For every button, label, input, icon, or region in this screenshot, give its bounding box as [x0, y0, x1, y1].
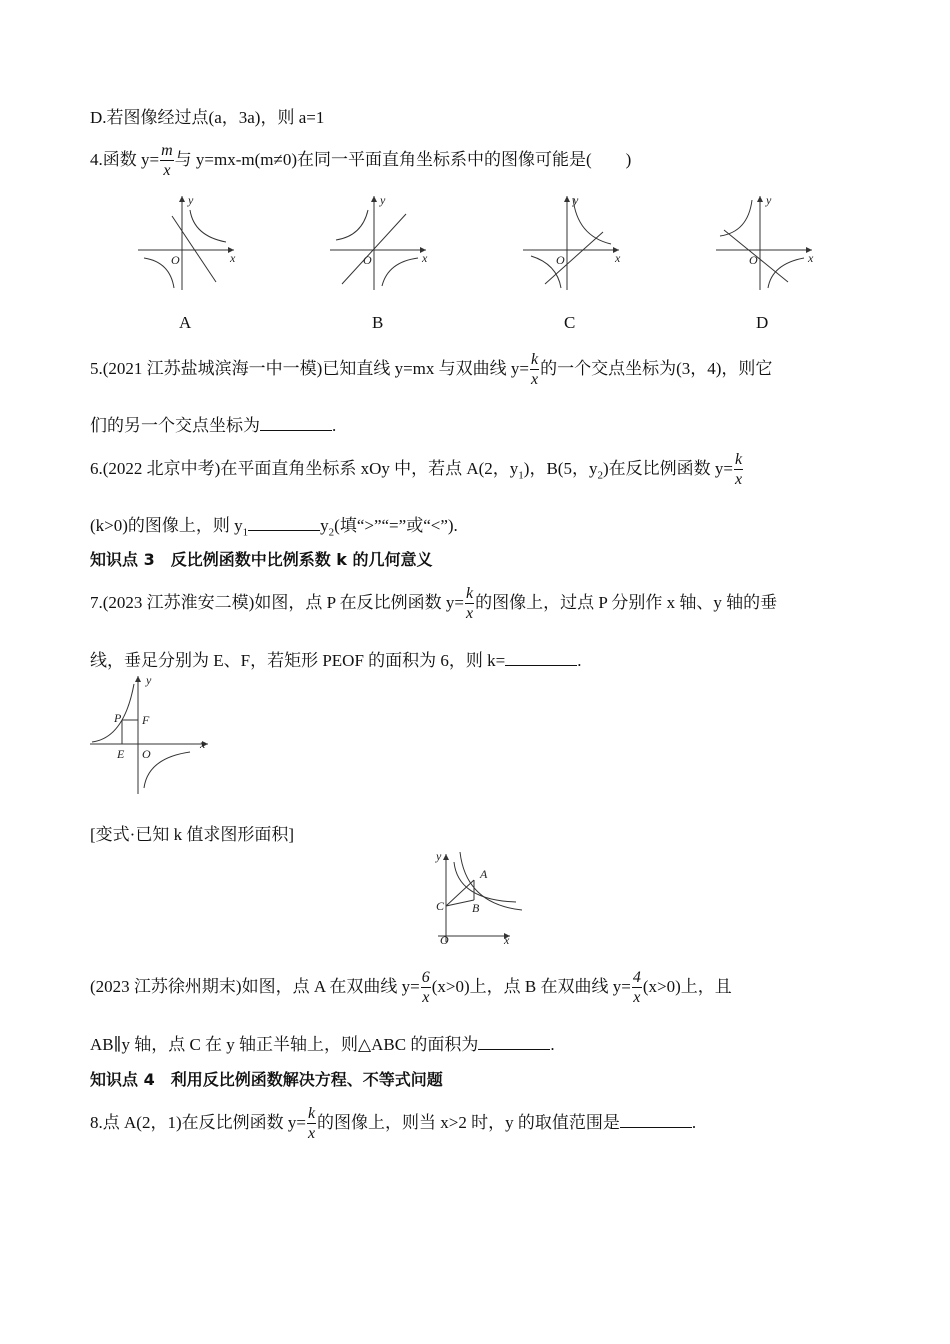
answer-blank[interactable] — [248, 516, 320, 531]
variant-title: [变式·已知 k 值求图形面积] — [90, 825, 294, 844]
q8-stem: 8.点 A(2，1)在反比例函数 y= $\frac{k}{x}$ 的图像上，则当 x>2 时，y 的取值范围是 . — [90, 1105, 697, 1142]
q4-graph-d — [708, 192, 818, 292]
answer-blank[interactable] — [620, 1113, 692, 1128]
svg-text:y: y — [436, 849, 442, 863]
svg-text:O: O — [749, 253, 758, 267]
q7-line2: 线，垂足分别为 E、F，若矩形 PEOF 的面积为 6，则 k= . — [90, 651, 582, 670]
q3-option-d: D.若图像经过点(a，3a)，则 a=1 — [90, 108, 325, 127]
q6-line2: (k>0)的图像上，则 $y_1$ $y_2$(填“>”“=”或“<”). — [90, 516, 458, 539]
answer-blank[interactable] — [260, 416, 332, 431]
q7-stem: 7.(2023 江苏淮安二模)如图，点 P 在反比例函数 y= $\frac{k}{x}$ 的图像上，过点 P 分别作 x 轴、y 轴的垂 — [90, 585, 778, 622]
option-b-label: B — [372, 313, 384, 332]
fraction: $\frac{k}{x}$ — [530, 351, 539, 388]
option-c-label: C — [564, 313, 576, 332]
svg-text:x: x — [615, 251, 621, 265]
q7-figure — [86, 672, 216, 797]
svg-text:y: y — [766, 193, 772, 207]
svg-text:E: E — [117, 747, 125, 761]
svg-text:O: O — [363, 253, 372, 267]
q4-graph-b — [322, 192, 432, 292]
variant-figure — [432, 848, 532, 946]
fraction: $\frac{6}{x}$ — [421, 969, 430, 1006]
fraction: $\frac{4}{x}$ — [632, 969, 641, 1006]
svg-text:O: O — [142, 747, 151, 761]
svg-text:O: O — [556, 253, 565, 267]
svg-text:F: F — [142, 713, 150, 727]
svg-text:C: C — [436, 899, 445, 913]
svg-text:y: y — [380, 193, 386, 207]
svg-text:y: y — [573, 193, 579, 207]
svg-text:y: y — [188, 193, 194, 207]
variant-line2: AB∥y 轴，点 C 在 y 轴正半轴上，则△ABC 的面积为 . — [90, 1035, 555, 1054]
answer-blank[interactable] — [478, 1035, 550, 1050]
svg-text:x: x — [808, 251, 814, 265]
section-heading-3: 知识点 3 反比例函数中比例系数 k 的几何意义 — [90, 550, 433, 569]
q4-stem: 4.函数 y= $\frac{m}{x}$ 与 y=mx-m(m≠0)在同一平面直角坐标系中的图像可能是( ) — [90, 142, 632, 179]
svg-text:y: y — [146, 673, 152, 687]
answer-blank[interactable] — [505, 651, 577, 666]
fraction: $\frac{k}{x}$ — [734, 451, 743, 488]
fraction: $\frac{m}{x}$ — [161, 142, 173, 179]
fraction: $\frac{k}{x}$ — [307, 1105, 316, 1142]
section-heading-4: 知识点 4 利用反比例函数解决方程、不等式问题 — [90, 1070, 443, 1089]
option-a-label: A — [179, 313, 192, 332]
option-d-label: D — [756, 313, 769, 332]
svg-text:x: x — [230, 251, 236, 265]
q5-stem: 5.(2021 江苏盐城滨海一中一模)已知直线 y=mx 与双曲线 y= $\frac{k}{x}$ 的一个交点坐标为(3，4)，则它 — [90, 351, 773, 388]
svg-text:O: O — [440, 933, 449, 946]
svg-text:B: B — [472, 901, 480, 915]
q6-stem: 6.(2022 北京中考)在平面直角坐标系 xOy 中，若点 A(2，$y_1$)，B(5，$y_2$)在反比例函数 y= $\frac{k}{x}$ — [90, 451, 743, 488]
svg-text:x: x — [422, 251, 428, 265]
svg-text:x: x — [504, 933, 510, 946]
q5-line2: 们的另一个交点坐标为 . — [90, 416, 337, 435]
fraction: $\frac{k}{x}$ — [465, 585, 474, 622]
svg-text:A: A — [480, 867, 488, 881]
svg-text:O: O — [171, 253, 180, 267]
svg-text:P: P — [114, 711, 122, 725]
q4-graph-a — [130, 192, 240, 292]
q4-graph-c — [515, 192, 625, 292]
svg-text:x: x — [200, 737, 206, 751]
variant-stem: (2023 江苏徐州期末)如图，点 A 在双曲线 y= $\frac{6}{x}$ (x>0)上，点 B 在双曲线 y= $\frac{4}{x}$ (x>0)上，且 — [90, 969, 732, 1006]
